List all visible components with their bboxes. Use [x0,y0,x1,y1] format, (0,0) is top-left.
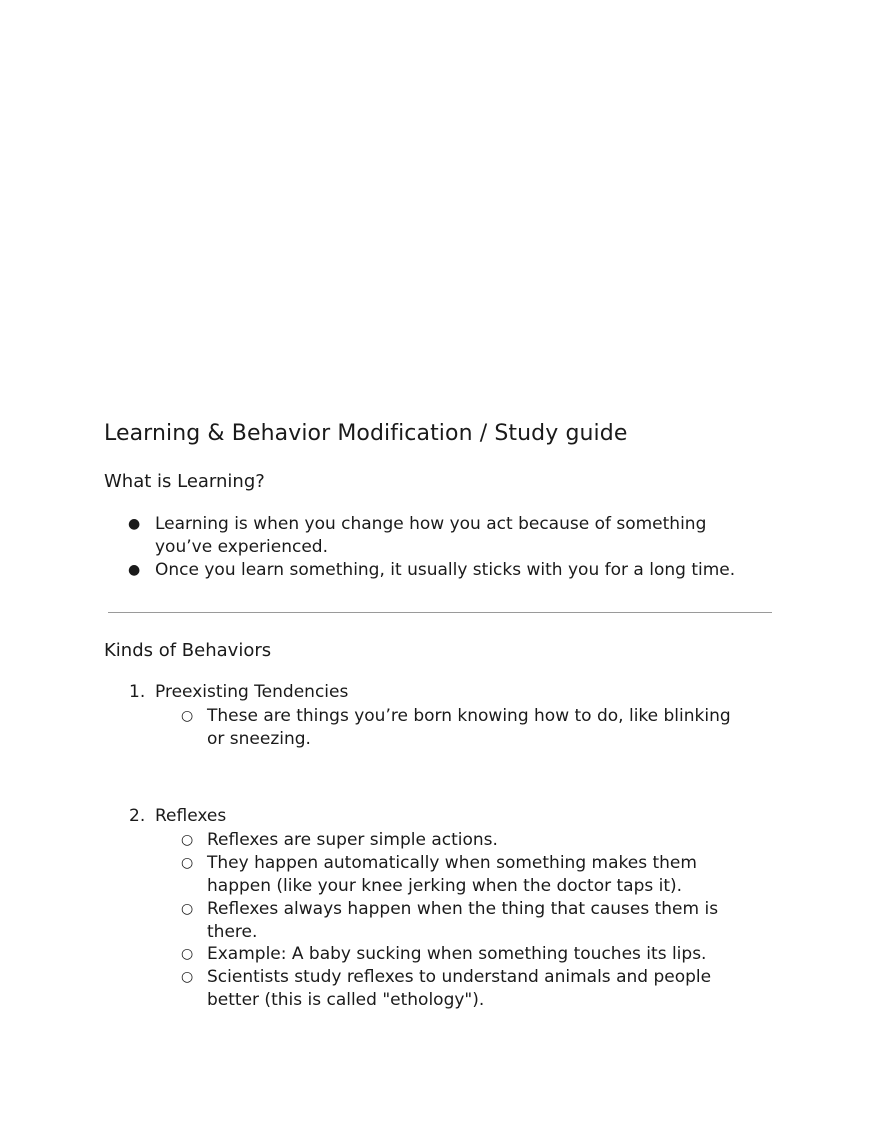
section-heading-what-is-learning: What is Learning? [104,471,265,492]
sub-bullet-text-line: They happen automatically when something makes them [207,853,697,873]
sub-bullet-text-line: Reflexes always happen when the thing that causes them is [207,899,719,919]
sub-bullet-marker: ○ [181,946,194,962]
bullet-text-line: Once you learn something, it usually sticks with you for a long time. [155,560,736,580]
sub-bullet-marker: ○ [181,969,194,985]
horizontal-divider [108,612,772,613]
sub-bullet-marker: ○ [181,901,194,917]
document-title: Learning & Behavior Modification / Study guide [104,421,628,446]
list-item-label: Preexisting Tendencies [155,682,349,702]
list-number: 1. [129,682,146,702]
sub-bullet-marker: ○ [181,832,194,848]
sub-bullet-marker: ○ [181,708,194,724]
section-heading-kinds-of-behaviors: Kinds of Behaviors [104,640,272,661]
bullet-marker: ● [128,562,141,578]
sub-bullet-text-line: Scientists study reflexes to understand animals and people [207,967,712,987]
sub-bullet-text-line: happen (like your knee jerking when the doctor taps it). [207,876,683,896]
sub-bullet-text-line: or sneezing. [207,729,311,749]
bullet-text-line: Learning is when you change how you act because of something [155,514,707,534]
list-item-label: Reflexes [155,806,227,826]
sub-bullet-text-line: These are things you’re born knowing how to do, like blinking [207,706,731,726]
bullet-text-line: you’ve experienced. [155,537,328,557]
sub-bullet-marker: ○ [181,855,194,871]
list-number: 2. [129,806,146,826]
sub-bullet-text-line: better (this is called "ethology"). [207,990,485,1010]
sub-bullet-text-line: there. [207,922,258,942]
sub-bullet-text-line: Example: A baby sucking when something touches its lips. [207,944,707,964]
sub-bullet-text-line: Reflexes are super simple actions. [207,830,498,850]
bullet-marker: ● [128,516,141,532]
